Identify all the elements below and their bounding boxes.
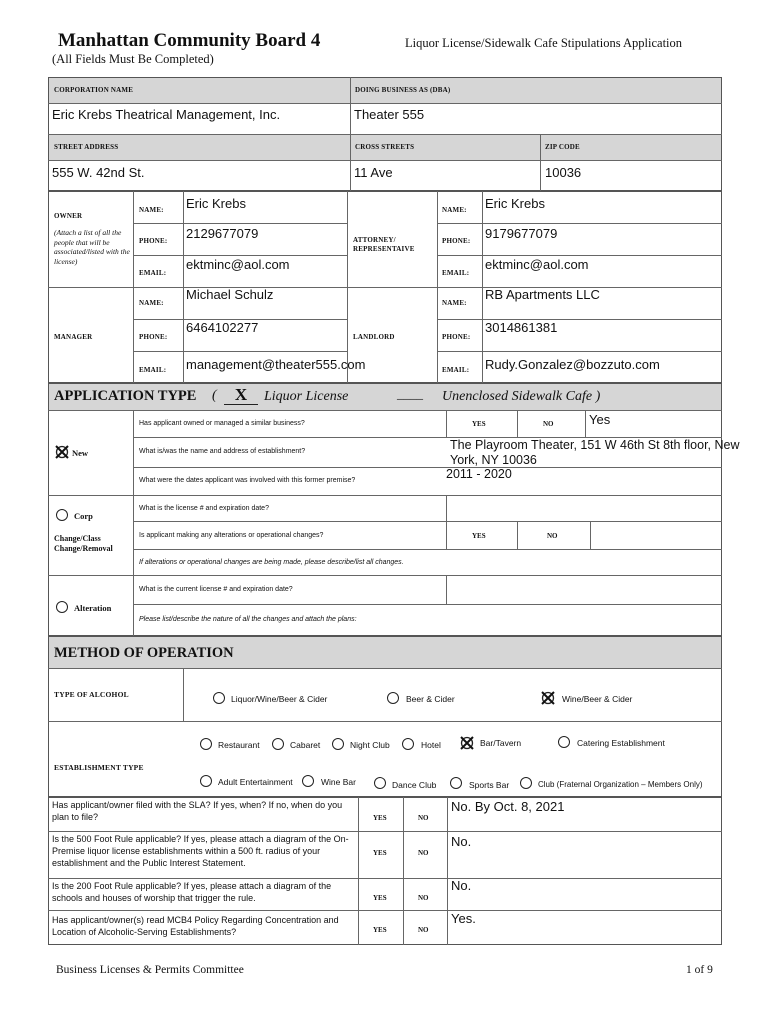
attorney-phone-field[interactable]: 9179677079 xyxy=(485,226,558,241)
est-nightclub-label: Night Club xyxy=(350,740,390,750)
q1-answer[interactable]: Yes xyxy=(589,412,611,427)
manager-label: MANAGER xyxy=(54,333,93,341)
method-title: METHOD OF OPERATION xyxy=(54,645,234,661)
est-nightclub-radio[interactable] xyxy=(332,738,344,750)
sidewalk-blank[interactable]: ____ xyxy=(397,386,423,401)
bq3-answer[interactable]: No. xyxy=(451,878,472,893)
q3-answer[interactable]: 2011 - 2020 xyxy=(446,467,512,481)
bq2-answer[interactable]: No. xyxy=(451,834,472,849)
footer-committee: Business Licenses & Permits Committee xyxy=(56,964,244,976)
est-catering-radio[interactable] xyxy=(558,736,570,748)
q1-no[interactable]: NO xyxy=(543,420,554,428)
footer-page-number: 1 of 9 xyxy=(686,964,713,976)
corp-name-label: CORPORATION NAME xyxy=(54,86,134,94)
q-former-dates: What were the dates applicant was involved with this former premise? xyxy=(139,477,356,484)
manager-phone-label: PHONE: xyxy=(139,333,168,341)
owner-name-field[interactable]: Eric Krebs xyxy=(186,196,246,211)
bq-sla-filed: Has applicant/owner filed with the SLA? If yes, when? If no, when do you plan to file? xyxy=(52,800,343,822)
landlord-phone-field[interactable]: 3014861381 xyxy=(485,320,558,335)
bq4-no[interactable]: NO xyxy=(418,926,429,934)
q-describe-changes: If alterations or operational changes are being made, please describe/list all changes. xyxy=(139,559,404,566)
attorney-name-field[interactable]: Eric Krebs xyxy=(485,196,545,211)
manager-name-field[interactable]: Michael Schulz xyxy=(186,287,274,302)
application-type-title: APPLICATION TYPE xyxy=(54,388,197,404)
corp-name-field[interactable]: Eric Krebs Theatrical Management, Inc. xyxy=(52,107,281,122)
est-dance-label: Dance Club xyxy=(392,780,437,790)
corp-radio[interactable] xyxy=(56,509,68,521)
bq1-answer[interactable]: No. By Oct. 8, 2021 xyxy=(451,799,565,814)
landlord-phone-label: PHONE: xyxy=(442,333,471,341)
est-adult-label: Adult Entertainment xyxy=(218,777,293,787)
form-title: Liquor License/Sidewalk Cafe Stipulations Application xyxy=(405,36,683,50)
owner-name-label: NAME: xyxy=(139,206,164,214)
change-label: Change/Class Change/Removal xyxy=(54,534,113,553)
q1-yes[interactable]: YES xyxy=(472,420,486,428)
landlord-label: LANDLORD xyxy=(353,333,395,341)
dba-label: DOING BUSINESS AS (DBA) xyxy=(355,86,451,94)
alc-liquor-radio[interactable] xyxy=(213,692,225,704)
est-hotel-label: Hotel xyxy=(421,740,441,750)
landlord-email-label: EMAIL: xyxy=(442,366,470,374)
sidewalk-cafe-option: Unenclosed Sidewalk Cafe ) xyxy=(442,389,601,404)
bq-500-foot-rule: Is the 500 Foot Rule applicable? If yes, please attach a diagram of the On-Premise liquor license establishments within a 500 ft. radius of your establishment and the Public Interest Statement. xyxy=(52,834,349,868)
alc-beer-radio[interactable] xyxy=(387,692,399,704)
owner-phone-field[interactable]: 2129677079 xyxy=(186,226,259,241)
est-club-label: Club (Fraternal Organization – Members Only) xyxy=(538,780,703,789)
q-similar-business: Has applicant owned or managed a similar business? xyxy=(139,420,305,427)
bq3-no[interactable]: NO xyxy=(418,894,429,902)
est-cabaret-label: Cabaret xyxy=(290,740,321,750)
alcohol-type-label: TYPE OF ALCOHOL xyxy=(54,690,129,699)
manager-email-field[interactable]: management@theater555.com xyxy=(186,357,366,372)
attorney-label: ATTORNEY/ REPRESENTAIVE xyxy=(353,236,415,253)
q-establishment-name: What is/was the name and address of establishment? xyxy=(139,448,306,455)
cross-streets-label: CROSS STREETS xyxy=(355,143,415,151)
owner-email-label: EMAIL: xyxy=(139,269,167,277)
new-label: New xyxy=(72,448,89,458)
manager-name-label: NAME: xyxy=(139,299,164,307)
bq2-no[interactable]: NO xyxy=(418,849,429,857)
owner-label: OWNER xyxy=(54,212,83,220)
bq3-yes[interactable]: YES xyxy=(373,894,387,902)
street-field[interactable]: 555 W. 42nd St. xyxy=(52,165,145,180)
liquor-license-mark[interactable]: X xyxy=(224,385,258,405)
bq4-answer[interactable]: Yes. xyxy=(451,911,476,926)
establishment-type-label: ESTABLISHMENT TYPE xyxy=(54,763,144,772)
alteration-label: Alteration xyxy=(74,603,112,613)
cross-streets-field[interactable]: 11 Ave xyxy=(354,165,393,180)
est-bar-label: Bar/Tavern xyxy=(480,738,522,748)
bq-200-foot-rule: Is the 200 Foot Rule applicable? If yes, please attach a diagram of the schools and houses of worship that trigger the rule. xyxy=(52,881,332,903)
owner-note: (Attach a list of all the people that will be associated/listed with the license) xyxy=(54,228,130,266)
attorney-email-field[interactable]: ektminc@aol.com xyxy=(485,257,589,272)
paren-open: ( xyxy=(212,388,217,403)
alteration-radio[interactable] xyxy=(56,601,68,613)
est-cabaret-radio[interactable] xyxy=(272,738,284,750)
est-sports-radio[interactable] xyxy=(450,777,462,789)
est-catering-label: Catering Establishment xyxy=(577,738,665,748)
est-bar-checked-icon[interactable] xyxy=(460,736,474,750)
new-checked-icon[interactable] xyxy=(55,445,69,459)
zip-field[interactable]: 10036 xyxy=(545,165,582,180)
zip-label: ZIP CODE xyxy=(545,143,580,151)
est-club-radio[interactable] xyxy=(520,777,532,789)
owner-email-field[interactable]: ektminc@aol.com xyxy=(186,257,290,272)
est-adult-radio[interactable] xyxy=(200,775,212,787)
subtitle: (All Fields Must Be Completed) xyxy=(52,52,214,66)
alc-wine-checked-icon[interactable] xyxy=(541,691,555,705)
landlord-name-label: NAME: xyxy=(442,299,467,307)
est-dance-radio[interactable] xyxy=(374,777,386,789)
q2-answer-line1[interactable]: The Playroom Theater, 151 W 46th St 8th floor, New xyxy=(450,438,740,452)
bq2-yes[interactable]: YES xyxy=(373,849,387,857)
q-current-license: What is the current license # and expiration date? xyxy=(139,586,293,593)
attorney-phone-label: PHONE: xyxy=(442,237,471,245)
manager-phone-field[interactable]: 6464102277 xyxy=(186,320,259,335)
bq1-yes[interactable]: YES xyxy=(373,814,387,822)
landlord-name-field[interactable]: RB Apartments LLC xyxy=(485,287,600,302)
q-alterations: Is applicant making any alterations or operational changes? xyxy=(139,532,324,539)
q5-no[interactable]: NO xyxy=(547,532,558,540)
alc-wine-label: Wine/Beer & Cider xyxy=(562,694,633,704)
street-label: STREET ADDRESS xyxy=(54,143,119,151)
alc-liquor-label: Liquor/Wine/Beer & Cider xyxy=(231,694,328,704)
est-hotel-radio[interactable] xyxy=(402,738,414,750)
est-restaurant-radio[interactable] xyxy=(200,738,212,750)
bq4-yes[interactable]: YES xyxy=(373,926,387,934)
attorney-name-label: NAME: xyxy=(442,206,467,214)
attorney-email-label: EMAIL: xyxy=(442,269,470,277)
corp-label: Corp xyxy=(74,511,93,521)
est-winebar-radio[interactable] xyxy=(302,775,314,787)
est-sports-label: Sports Bar xyxy=(469,780,510,790)
q5-yes[interactable]: YES xyxy=(472,532,486,540)
alc-beer-label: Beer & Cider xyxy=(406,694,455,704)
est-winebar-label: Wine Bar xyxy=(321,777,356,787)
org-title: Manhattan Community Board 4 xyxy=(58,30,321,51)
liquor-license-option: Liquor License xyxy=(264,389,349,404)
manager-email-label: EMAIL: xyxy=(139,366,167,374)
owner-phone-label: PHONE: xyxy=(139,237,168,245)
q-license-expiration: What is the license # and expiration date? xyxy=(139,505,269,512)
q-nature-changes: Please list/describe the nature of all the changes and attach the plans: xyxy=(139,616,357,623)
q2-answer-line2[interactable]: York, NY 10036 xyxy=(450,453,537,467)
dba-field[interactable]: Theater 555 xyxy=(354,107,425,122)
bq-mcb4-policy: Has applicant/owner(s) read MCB4 Policy Regarding Concentration and Location of Alcoholic-Serving Establishments? xyxy=(52,915,339,937)
bq1-no[interactable]: NO xyxy=(418,814,429,822)
landlord-email-field[interactable]: Rudy.Gonzalez@bozzuto.com xyxy=(485,357,660,372)
est-restaurant-label: Restaurant xyxy=(218,740,260,750)
